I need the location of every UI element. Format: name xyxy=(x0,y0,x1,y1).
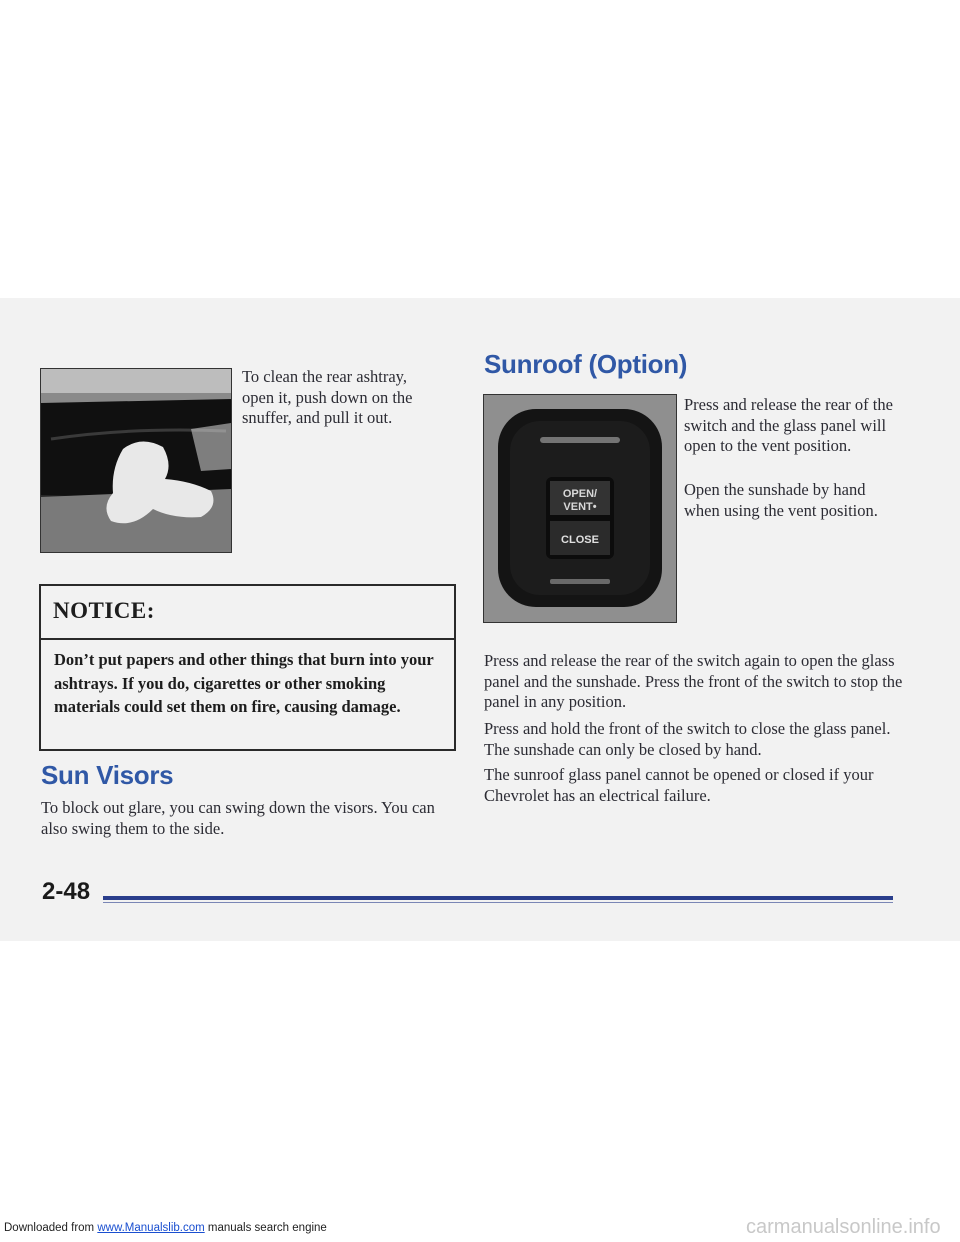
sun-visors-heading: Sun Visors xyxy=(41,760,174,790)
footer-rule-thin xyxy=(103,902,893,903)
sunroof-side-paragraph-2: Open the sunshade by hand when using the vent position. xyxy=(684,480,878,520)
sunroof-heading: Sunroof (Option) xyxy=(484,349,688,379)
switch-label-open: OPEN/ xyxy=(562,488,598,500)
switch-label-vent: VENT• xyxy=(563,501,597,513)
sunroof-switch-photo xyxy=(483,394,677,623)
download-prefix: Downloaded from xyxy=(4,1222,98,1234)
switch-label-close: CLOSE xyxy=(561,534,599,546)
download-suffix: manuals search engine xyxy=(204,1222,327,1234)
watermark: carmanualsonline.info xyxy=(746,1216,941,1238)
notice-box xyxy=(39,584,456,751)
download-source xyxy=(4,1222,327,1234)
sunroof-paragraph-2: Press and hold the front of the switch to close the glass panel. The sunshade can only be closed by hand. xyxy=(484,719,891,759)
sunroof-paragraph-1: Press and release the rear of the switch again to open the glass panel and the sunshade. Press the front of the switch to stop the panel in any position. xyxy=(484,651,903,711)
sunroof-paragraph-3: The sunroof glass panel cannot be opened or closed if your Chevrolet has an electrical failure. xyxy=(484,765,874,805)
manualslib-link[interactable]: www.Manualslib.com xyxy=(97,1222,205,1234)
notice-divider xyxy=(41,638,454,640)
sunroof-switch-illustration xyxy=(484,395,676,622)
ashtray-photo xyxy=(40,368,232,553)
sun-visors-body: To block out glare, you can swing down the visors. You can also swing them to the side. xyxy=(41,798,435,838)
ashtray-instructions: To clean the rear ashtray, open it, push down on the snuffer, and pull it out. xyxy=(242,367,413,427)
ashtray-illustration xyxy=(41,369,231,552)
sunroof-side-paragraph-1: Press and release the rear of the switch and the glass panel will open to the vent position. xyxy=(684,395,893,455)
footer-rule xyxy=(103,896,893,900)
notice-body: Don’t put papers and other things that burn into your ashtrays. If you do, cigarettes or other smoking materials could set them on fire, causing damage. xyxy=(54,650,434,716)
notice-title: NOTICE: xyxy=(53,598,155,623)
page-number: 2-48 xyxy=(42,878,91,905)
